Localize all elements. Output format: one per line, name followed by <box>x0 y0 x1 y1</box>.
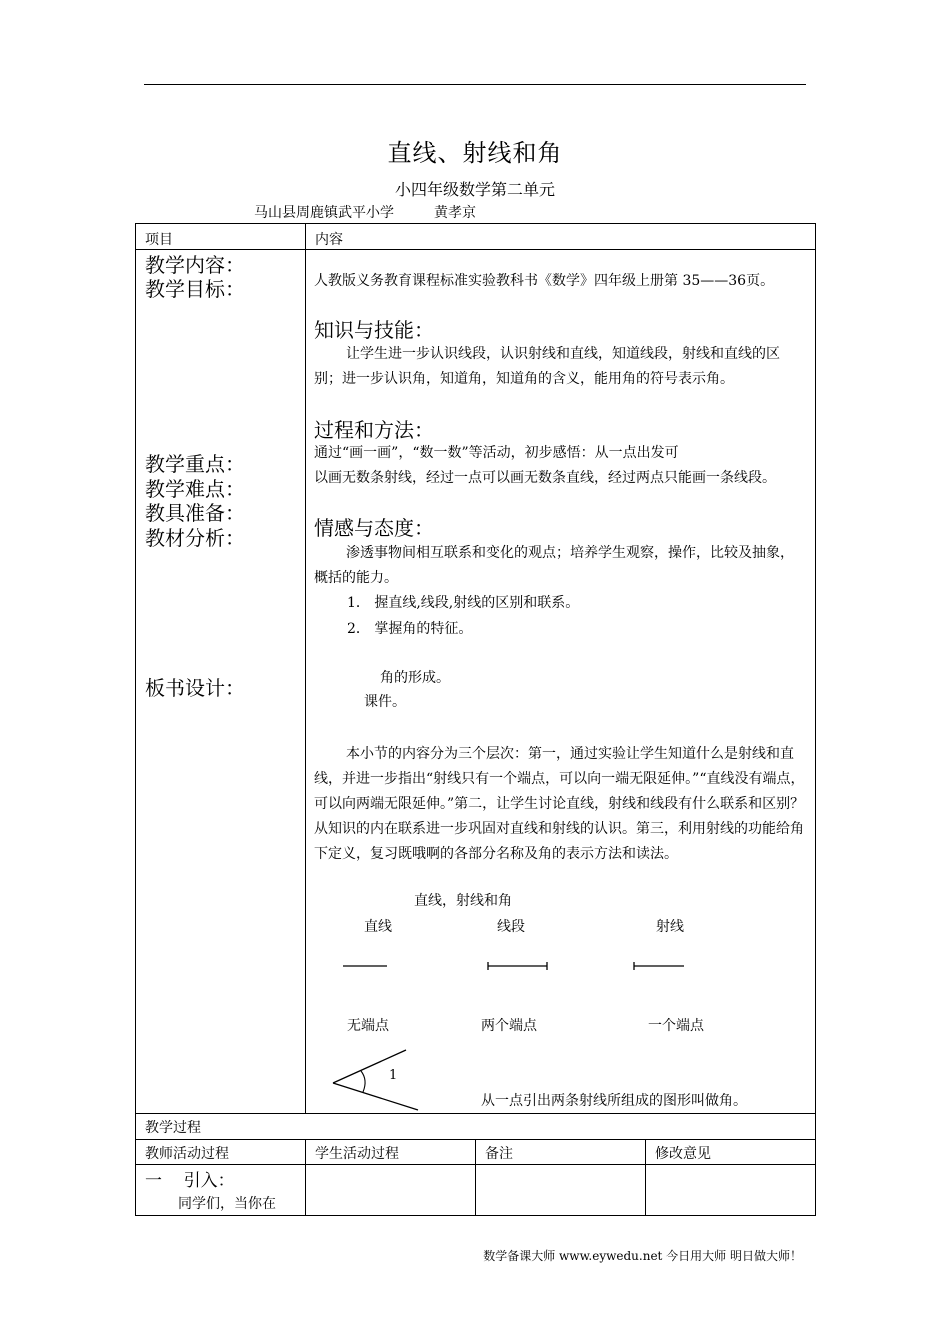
emotion-text: 渗透事物间相互联系和变化的观点；培养学生观察，操作，比较及抽象，概括的能力。 <box>314 545 794 586</box>
table-border <box>305 223 306 1114</box>
process-title: 教学过程 <box>145 1120 201 1136</box>
board-title: 直线，射线和角 <box>414 893 512 909</box>
heading-knowledge: 知识与技能： <box>314 318 434 342</box>
label-content: 教学内容： <box>145 253 245 277</box>
knowledge-text: 让学生进一步认识线段，认识射线和直线，知道线段，射线和直线的区别；进一步认识角，知道角，知道角的含义，能用角的符号表示角。 <box>314 346 780 387</box>
line-figures <box>330 950 710 980</box>
table-border <box>135 223 136 1216</box>
document-title: 直线、射线和角 <box>387 139 563 167</box>
label-analysis: 教材分析： <box>145 526 245 550</box>
col-student: 学生活动过程 <box>315 1146 399 1162</box>
ray-figure <box>634 962 684 970</box>
col-revision: 修改意见 <box>655 1146 711 1162</box>
textbook-text: 人教版义务教育课程标准实验教科书《数学》四年级上册第 35——36页。 <box>314 273 775 289</box>
board-label-segment: 线段 <box>497 919 525 935</box>
teacher-name: 黄孝京 <box>434 205 476 221</box>
school-name: 马山县周鹿镇武平小学 <box>254 205 394 221</box>
process-text-1: 通过“画一画”，“数一数”等活动，初步感悟：从一点出发可 <box>314 445 679 461</box>
col-header-content: 内容 <box>315 232 343 248</box>
endpoint-line: 无端点 <box>347 1018 389 1034</box>
angle-figure <box>325 1045 425 1115</box>
process-text-2: 以画无数条射线，经过一点可以画无数条直线，经过两点只能画一条线段。 <box>314 470 776 486</box>
col-teacher: 教师活动过程 <box>145 1146 229 1162</box>
table-border <box>305 1139 306 1216</box>
author-line <box>254 202 476 222</box>
analysis-text: 本小节的内容分为三个层次：第一，通过实验让学生知道什么是射线和直线，并进一步指出“射线只有一个端点，可以向一端无限延伸。”“直线没有端点，可以向两端无限延伸。”第二，让学生讨论直线，射线和线段有什么联系和区别？从知识的内在联系进一步巩固对直线和射线的认识。第三，利用射线的功能给角下定义，复习既哦啊的各部分名称及角的表示方法和读法。 <box>314 746 805 862</box>
board-label-ray: 射线 <box>656 919 684 935</box>
tools-text: 课件。 <box>364 694 406 710</box>
col-remarks: 备注 <box>485 1146 513 1162</box>
label-difficulty: 教学难点： <box>145 477 245 501</box>
angle-definition: 从一点引出两条射线所组成的图形叫做角。 <box>481 1093 747 1109</box>
page-footer: 数学备课大师 www.eywedu.net 今日用大师 明日做大师！ <box>483 1249 802 1263</box>
endpoint-segment: 两个端点 <box>481 1018 537 1034</box>
endpoint-ray: 一个端点 <box>648 1018 704 1034</box>
table-border <box>135 249 816 250</box>
key-point-2: 2． 掌握角的特征。 <box>347 621 473 637</box>
heading-emotion: 情感与态度： <box>314 516 434 540</box>
board-label-line: 直线 <box>364 919 392 935</box>
difficulty-text: 角的形成。 <box>380 670 450 686</box>
table-border <box>135 223 816 224</box>
segment-figure <box>488 962 547 970</box>
key-point-1: 1． 握直线,线段,射线的区别和联系。 <box>347 595 580 611</box>
header-rule <box>144 84 806 85</box>
intro-heading: 一 引入： <box>145 1171 235 1191</box>
col-header-item: 项目 <box>145 232 173 248</box>
intro-text: 同学们，当你在 <box>178 1196 276 1212</box>
document-subtitle: 小四年级数学第二单元 <box>394 180 555 199</box>
table-border <box>475 1139 476 1216</box>
angle-mark: 1 <box>389 1068 398 1083</box>
label-key: 教学重点： <box>145 452 245 476</box>
label-board: 板书设计： <box>145 676 245 700</box>
table-border <box>815 223 816 1216</box>
heading-process: 过程和方法： <box>314 418 434 442</box>
table-border <box>645 1139 646 1216</box>
label-goal: 教学目标： <box>145 277 245 301</box>
label-tools: 教具准备： <box>145 501 245 525</box>
